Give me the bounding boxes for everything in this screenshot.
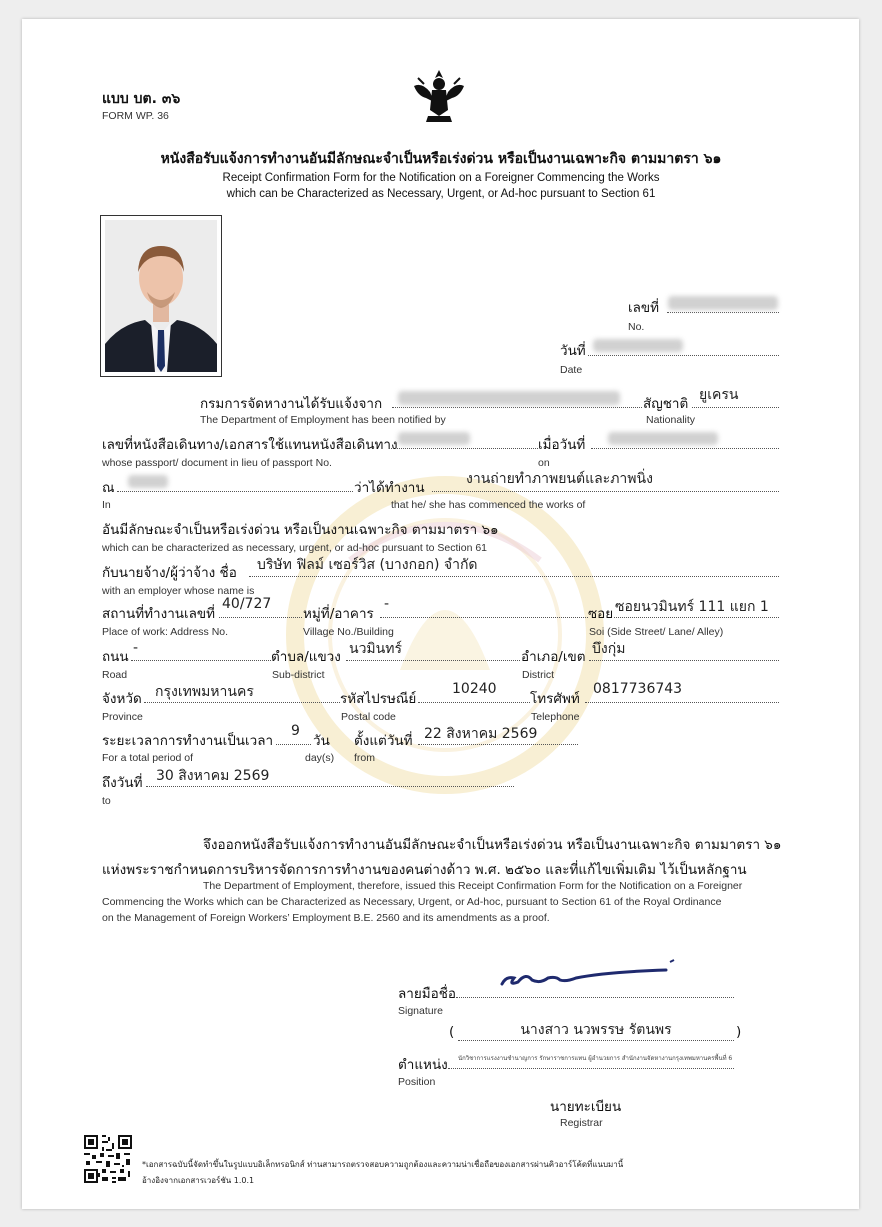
notified-label: กรมการจัดหางานได้รับแจ้งจาก: [200, 396, 383, 412]
village-label: หมู่ที่/อาคาร: [303, 606, 374, 622]
road-label-en: Road: [102, 669, 128, 681]
in-label: ณ: [102, 480, 115, 496]
on-label-en: on: [538, 457, 550, 469]
to-value: 30 สิงหาคม 2569: [156, 768, 270, 784]
to-label-en: to: [102, 795, 111, 807]
to-label: ถึงวันที่: [102, 775, 143, 791]
telephone-label: โทรศัพท์: [530, 691, 580, 707]
date-label: วันที่: [560, 343, 586, 359]
employer-value: บริษัท ฟิลม์ เซอร์วิส (บางกอก) จำกัด: [257, 557, 478, 573]
commenced-label: ว่าได้ทำงาน: [354, 480, 425, 496]
village-label-en: Village No./Building: [303, 626, 394, 638]
redacted-place: [128, 475, 168, 488]
passport-label-en: whose passport/ document in lieu of passport No.: [102, 457, 332, 469]
issue-en-line2: Commencing the Works which can be Characterized as Necessary, Urgent, or Ad-hoc, pursuant to Section 61 of the Royal Ordinance: [102, 896, 722, 908]
workplace-label-en: Place of work: Address No.: [102, 626, 229, 638]
telephone-label-en: Telephone: [531, 711, 580, 723]
applicant-photo: [100, 215, 222, 377]
redacted-passport: [398, 432, 470, 445]
garuda-emblem-icon: [408, 66, 470, 126]
period-unit: วัน: [313, 733, 330, 749]
workplace-value: 40/727: [222, 596, 272, 612]
no-label: เลขที่: [628, 300, 660, 316]
road-value: -: [133, 640, 139, 656]
nationality-label: สัญชาติ: [643, 396, 689, 412]
from-value: 22 สิงหาคม 2569: [424, 726, 538, 742]
signatory-name: นางสาว นวพรรษ รัตนพร: [520, 1022, 672, 1038]
qr-code-icon[interactable]: [82, 1133, 134, 1185]
period-label-en: For a total period of: [102, 752, 194, 764]
handwritten-signature-icon: [496, 958, 682, 992]
postal-label: รหัสไปรษณีย์: [340, 691, 417, 707]
province-value: กรุงเทพมหานคร: [155, 684, 254, 700]
passport-label: เลขที่หนังสือเดินทาง/เอกสารใช้แทนหนังสือเดินทาง: [102, 437, 398, 453]
employer-label: กับนายจ้าง/ผู้ว่าจ้าง ชื่อ: [102, 565, 237, 581]
title-th: หนังสือรับแจ้งการทำงานอันมีลักษณะจำเป็นหรือเร่งด่วน หรือเป็นงานเฉพาะกิจ ตามมาตรา ๖๑: [160, 151, 722, 167]
no-label-en: No.: [628, 321, 645, 333]
form-code-th: แบบ บต. ๓๖: [102, 91, 181, 107]
subdistrict-value: นวมินทร์: [349, 641, 402, 657]
footer-note: *เอกสารฉบับนี้จัดทำขึ้นในรูปแบบอิเล็กทรอนิกส์ ท่านสามารถตรวจสอบความถูกต้องและความน่าเชื่อถือของเอกสารผ่านคิวอาร์โค้ดที่แนบมานี้: [142, 1160, 624, 1169]
from-label: ตั้งแต่วันที่: [354, 733, 413, 749]
commenced-label-en: that he/ she has commenced the works of: [391, 499, 586, 511]
district-value: บึงกุ่ม: [592, 641, 626, 657]
date-label-en: Date: [560, 364, 583, 376]
subdistrict-label-en: Sub-district: [272, 669, 325, 681]
commenced-value: งานถ่ายทำภาพยนต์และภาพนิ่ง: [466, 471, 653, 487]
position-label: ตำแหน่ง: [398, 1057, 448, 1073]
position-label-en: Position: [398, 1076, 436, 1088]
redacted-on-date: [608, 432, 718, 445]
period-label: ระยะเวลาการทำงานเป็นเวลา: [102, 733, 274, 749]
telephone-value: 0817736743: [593, 681, 683, 697]
in-label-en: In: [102, 499, 111, 511]
signature-label-en: Signature: [398, 1005, 443, 1017]
on-label: เมื่อวันที่: [538, 437, 586, 453]
redacted-name: [398, 391, 620, 405]
position-value: นักวิชาการแรงงานชำนาญการ รักษาราชการแทน ผู้อำนวยการ สำนักงานจัดหางานกรุงเทพมหานครพื้นที่ 6: [458, 1055, 733, 1062]
village-value: -: [384, 596, 390, 612]
characterized-en: which can be characterized as necessary, urgent, or ad-hoc pursuant to Section 61: [102, 542, 488, 554]
period-value: 9: [291, 723, 300, 739]
characterized-th: อันมีลักษณะจำเป็นหรือเร่งด่วน หรือเป็นงานเฉพาะกิจ ตามมาตรา ๖๑: [102, 522, 499, 538]
workplace-label: สถานที่ทำงานเลขที่: [102, 606, 216, 622]
registrar-th: นายทะเบียน: [550, 1099, 622, 1115]
road-label: ถนน: [102, 649, 129, 665]
signature-label: ลายมือชื่อ: [398, 986, 457, 1002]
province-label-en: Province: [102, 711, 143, 723]
form-code-en: FORM WP. 36: [102, 110, 169, 122]
postal-label-en: Postal code: [341, 711, 396, 723]
soi-value: ซอยนวมินทร์ 111 แยก 1: [615, 599, 769, 615]
redacted-no: [668, 296, 778, 310]
footer-version: อ้างอิงจากเอกสารเวอร์ชัน 1.0.1: [142, 1176, 255, 1185]
issue-th-line1: จึงออกหนังสือรับแจ้งการทำงานอันมีลักษณะจำเป็นหรือเร่งด่วน หรือเป็นงานเฉพาะกิจ ตามมาตรา ๖๑: [203, 837, 782, 853]
nationality-value: ยูเครน: [699, 387, 739, 403]
district-label: อำเภอ/เขต: [521, 649, 586, 665]
issue-th-line2: แห่งพระราชกำหนดการบริหารจัดการการทำงานของคนต่างด้าว พ.ศ. ๒๕๖๐ และที่แก้ไขเพิ่มเติม ไว้เป็นหลักฐาน: [102, 862, 747, 878]
person-photo-icon: [101, 216, 221, 376]
registrar-en: Registrar: [560, 1117, 603, 1129]
employer-label-en: with an employer whose name is: [102, 585, 255, 597]
title-en-line2: which can be Characterized as Necessary, Urgent, or Ad-hoc pursuant to Section 61: [226, 188, 656, 200]
period-unit-en: day(s): [305, 752, 335, 764]
issue-en-line1: The Department of Employment, therefore, issued this Receipt Confirmation Form for the Notification on a Foreigner: [203, 880, 743, 892]
nationality-label-en: Nationality: [646, 414, 696, 426]
district-label-en: District: [522, 669, 555, 681]
province-label: จังหวัด: [102, 691, 142, 707]
title-en-line1: Receipt Confirmation Form for the Notification on a Foreigner Commencing the Works: [222, 172, 660, 184]
issue-en-line3: on the Management of Foreign Workers’ Employment B.E. 2560 and its amendments as a proof.: [102, 912, 550, 924]
subdistrict-label: ตำบล/แขวง: [271, 649, 341, 665]
soi-label-en: Soi (Side Street/ Lane/ Alley): [589, 626, 724, 638]
from-label-en: from: [354, 752, 375, 764]
postal-value: 10240: [452, 681, 497, 697]
soi-label: ซอย: [588, 606, 614, 622]
notified-label-en: The Department of Employment has been notified by: [200, 414, 446, 426]
redacted-date: [593, 339, 683, 352]
